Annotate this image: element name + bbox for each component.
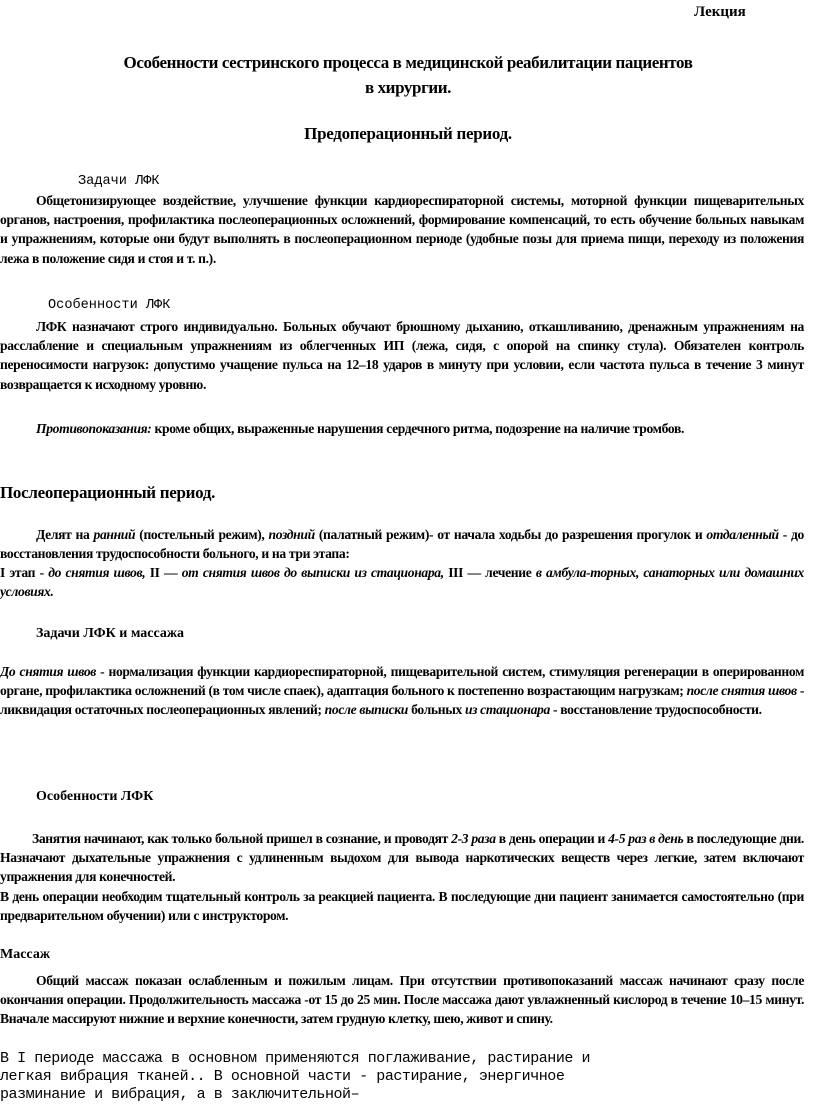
stages-italic: до снятия швов, [48,565,146,580]
tasks-text: - ликвидация остаточных послеоперационных явлений; [0,683,804,718]
intro-italic: поздний [268,527,315,542]
postop-stages [0,563,804,601]
massage-heading: Массаж [0,947,50,962]
tasks-italic: после выписки [324,702,409,718]
postop-tasks-text [0,662,804,720]
preop-features-text: ЛФК назначают строго индивидуально. Больных обучают брюшному дыханию, откашливанию, дренажным упражнениям на расслабление и специальным упражнениям из облегченных ИП (лежа, сидя, с опорой на спинку стула). Обязателен контроль переносимости нагрузок: допустимо учащение пульса на 12–18 ударов в минуту при условии, если частота пульса в течение 3 минут возвращается к исходному уровню. [0,319,804,392]
tasks-italic: из стационара [464,702,550,718]
stages-text: III — лечение [443,565,536,580]
preop-contraindications [0,419,740,438]
preop-features-label: Особенности ЛФК [48,298,171,313]
intro-text: Делят на [36,527,94,542]
tasks-italic: после снятия швов [686,683,797,699]
intro-text: (палатный режим)- от начала ходьбы до разрешения прогулок и [314,527,707,542]
postop-tasks-heading: Задачи ЛФК и массажа [36,626,185,641]
features-italic: 2-3 раза [451,831,496,846]
title-line-1: Особенности сестринского процесса в медицинской реабилитации пациентов [123,53,693,72]
preop-tasks-label: Задачи ЛФК [78,174,160,189]
preop-tasks-text: Общетонизирующее воздействие, улучшение функции кардиореспираторной системы, моторной функции пищеварительных органов, настроения, профилактика послеоперационных осложнений, формирование компенсаций, то есть обучение больных навыкам и упражнениям, которые они будут выполнять в послеоперационном периоде (удобные позы для приема пищи, переходу из положения лежа в положение сидя и стоя и т. п.). [0,193,804,266]
title-line-2: в хирургии. [364,78,452,97]
massage-text: Общий массаж показан ослабленным и пожилым лицам. При отсутствии противопоказаний массаж начинают сразу после окончания операции. Продолжительность массажа -от 15 до 25 мин. После массажа дают увлажненный кислород в течение 10–15 минут. Вначале массируют нижние и верхние конечности, затем грудную клетку, шею, живот и спину. [0,973,804,1027]
postop-intro [0,525,804,563]
massage-mono-line-3: разминание и вибрация, а в заключительной– [0,1086,360,1103]
features-text: в день операции и [495,831,609,846]
intro-text: (постельный режим), [135,527,269,542]
postop-features-text-2: В день операции необходим тщательный контроль за реакцией пациента. В последующие дни пациент занимается самостоятельно (при предварительном обучении) или с инструктором. [0,889,804,924]
intro-italic: отдаленный [706,527,779,542]
tasks-text: - восстановление трудоспособности. [549,702,762,718]
postop-features-text [0,829,804,887]
features-text: в последующие дни. Назначают дыхательные упражнения с удлиненным выдохом для вывода наркотических веществ через легкие, затем включают упражнения для конечностей. [0,831,804,885]
tasks-italic: До снятия швов [0,664,96,679]
postop-features-heading: Особенности ЛФК [36,789,154,804]
features-text: Занятия начинают, как только больной пришел в сознание, и проводят [32,831,452,846]
tasks-text: больных [408,702,465,718]
document-title [20,50,796,100]
features-italic: 4-5 раз в день [608,831,684,846]
intro-italic: ранний [93,527,136,542]
preop-heading: Предоперационный период. [304,124,512,143]
contraindications-label: Противопоказания: [36,421,152,436]
stages-text: I этап - [0,565,49,580]
massage-mono-line-2: легкая вибрация тканей.. В основной части - растирание, энергичное [0,1068,565,1085]
contraindications-text: кроме общих, выраженные нарушения сердечного ритма, подозрение на наличие тромбов. [151,421,685,436]
intro-text: - до восстановления трудоспособности больного, и на три этапа: [0,527,804,562]
tasks-text: - нормализация функции кардиореспираторной, пищеварительной систем, стимуляция регенерации в оперированном органе, профилактика осложнений (в том числе спаек), адаптация больного к постепенно возрастающим нагрузкам; [0,664,804,699]
stages-text: II — [145,565,182,580]
postop-heading: Послеоперационный период. [0,483,216,502]
stages-italic: в амбула-торных, санаторных или домашних условиях. [0,565,804,600]
massage-mono-line-1: В I периоде массажа в основном применяются поглаживание, растирание и [0,1050,591,1067]
stages-italic: от снятия швов до выписки из стационара, [181,565,444,580]
lecture-label: Лекция [694,4,746,20]
